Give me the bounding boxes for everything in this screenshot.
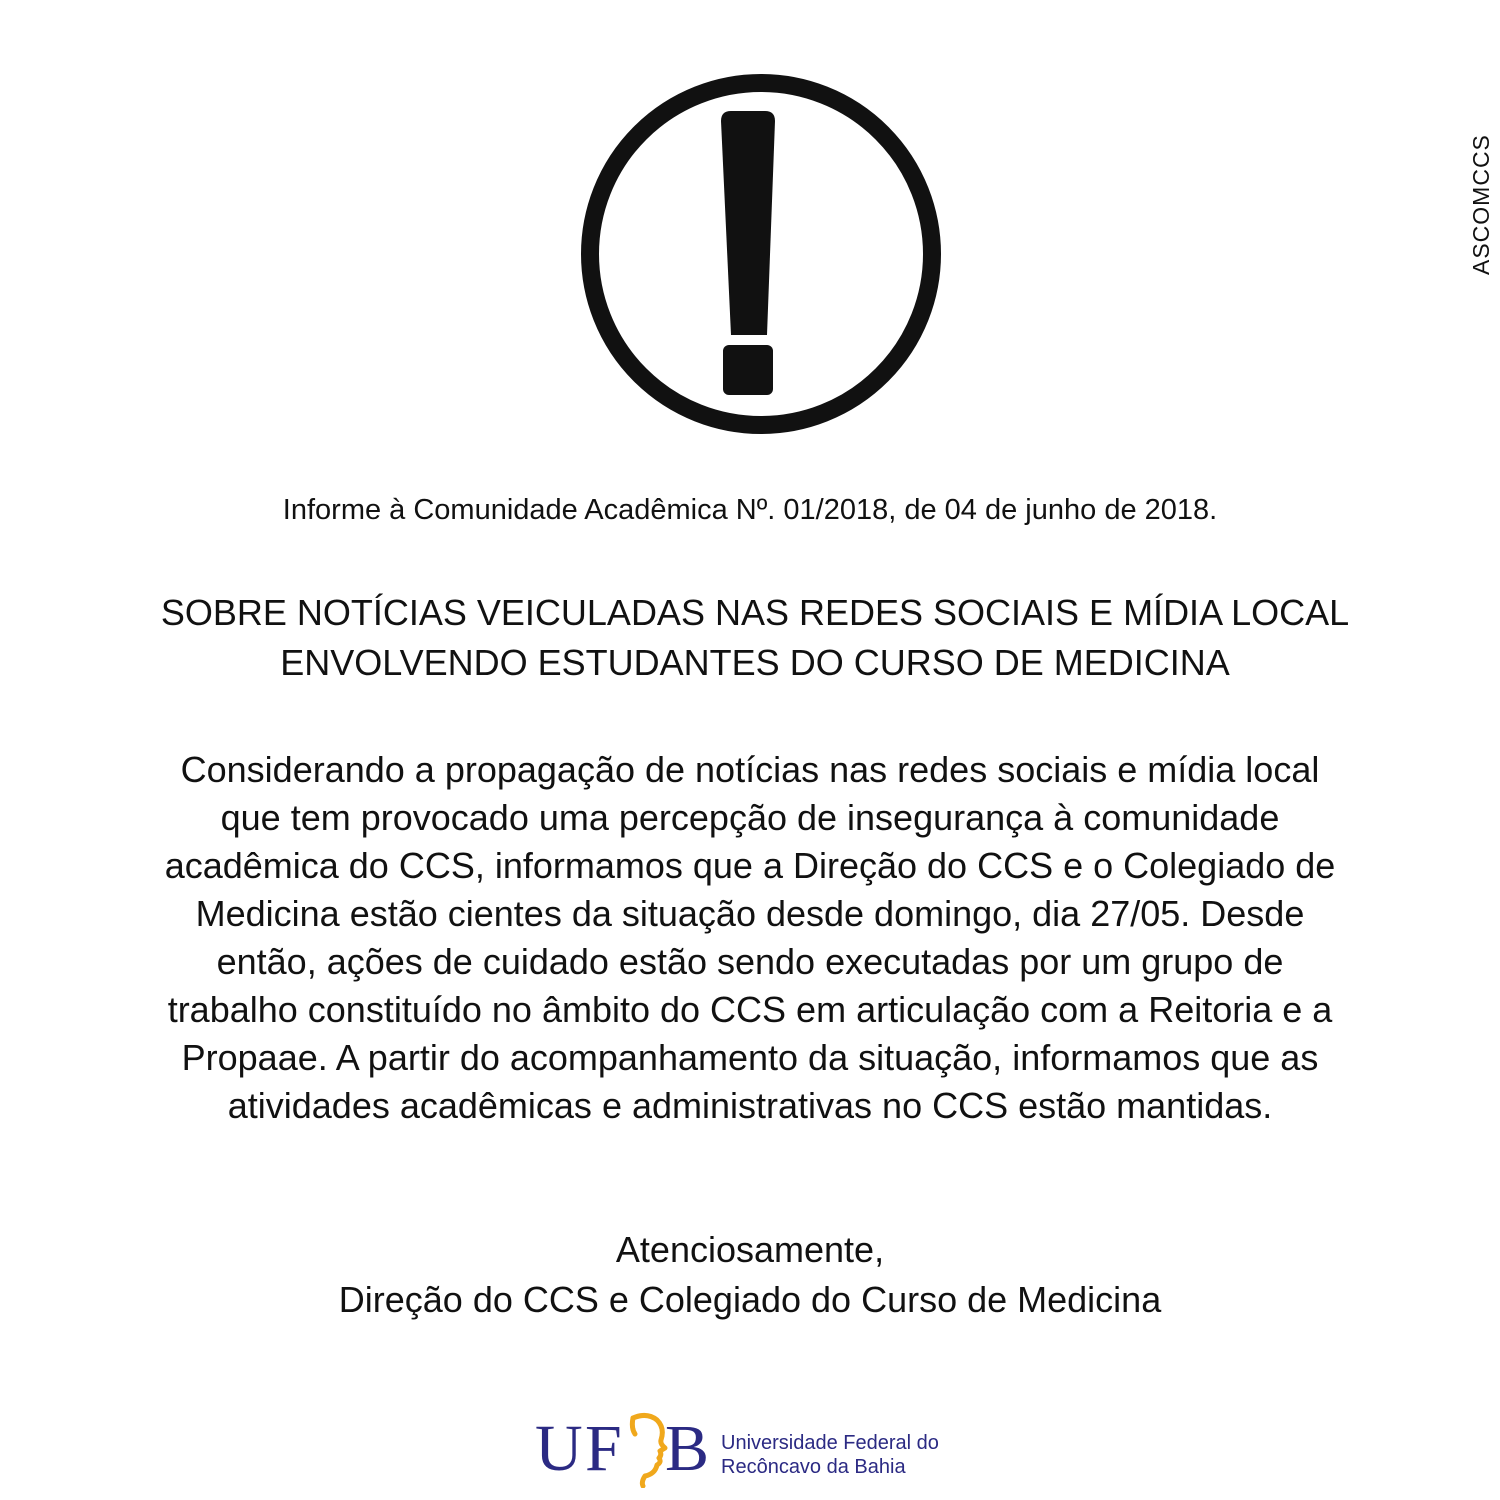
university-name	[721, 1431, 939, 1479]
university-name-line: Recôncavo da Bahia	[721, 1456, 906, 1478]
document-reference: Informe à Comunidade Acadêmica Nº. 01/2018, de 04 de junho de 2018.	[282, 494, 1218, 526]
logo-letter-b: B	[665, 1412, 710, 1485]
side-tag: ASCOMCCS	[1468, 134, 1494, 275]
signoff-greeting: Atenciosamente,	[615, 1229, 885, 1270]
body-line: então, ações de cuidado estão sendo executadas por um grupo de	[216, 941, 1284, 982]
logo-letter-f: F	[585, 1412, 622, 1485]
ufrb-logo-mark	[535, 1410, 710, 1490]
body-line: acadêmica do CCS, informamos que a Direção do CCS e o Colegiado de	[164, 845, 1336, 886]
body-paragraph	[40, 746, 1460, 1130]
body-line: atividades acadêmicas e administrativas no CCS estão mantidas.	[227, 1085, 1273, 1126]
body-line: Propaae. A partir do acompanhamento da situação, informamos que as	[181, 1037, 1319, 1078]
signoff	[0, 1225, 1500, 1325]
logo-letter-u: U	[535, 1412, 583, 1485]
exclamation-bar	[721, 111, 775, 335]
exclamation-circle-icon	[580, 73, 942, 435]
ufrb-logo	[535, 1410, 985, 1490]
exclamation-dot	[723, 345, 773, 395]
body-line: trabalho constituído no âmbito do CCS em articulação com a Reitoria e a	[167, 989, 1333, 1030]
headline	[0, 588, 1500, 688]
body-line: Considerando a propagação de notícias nas redes sociais e mídia local	[180, 749, 1320, 790]
signoff-signature: Direção do CCS e Colegiado do Curso de Medicina	[338, 1279, 1162, 1320]
body-line: Medicina estão cientes da situação desde domingo, dia 27/05. Desde	[195, 893, 1305, 934]
body-line: que tem provocado uma percepção de insegurança à comunidade	[220, 797, 1280, 838]
university-name-line: Universidade Federal do	[721, 1432, 939, 1454]
headline-line: ENVOLVENDO ESTUDANTES DO CURSO DE MEDICINA	[280, 642, 1230, 683]
headline-line: SOBRE NOTÍCIAS VEICULADAS NAS REDES SOCIAIS E MÍDIA LOCAL	[160, 592, 1350, 633]
